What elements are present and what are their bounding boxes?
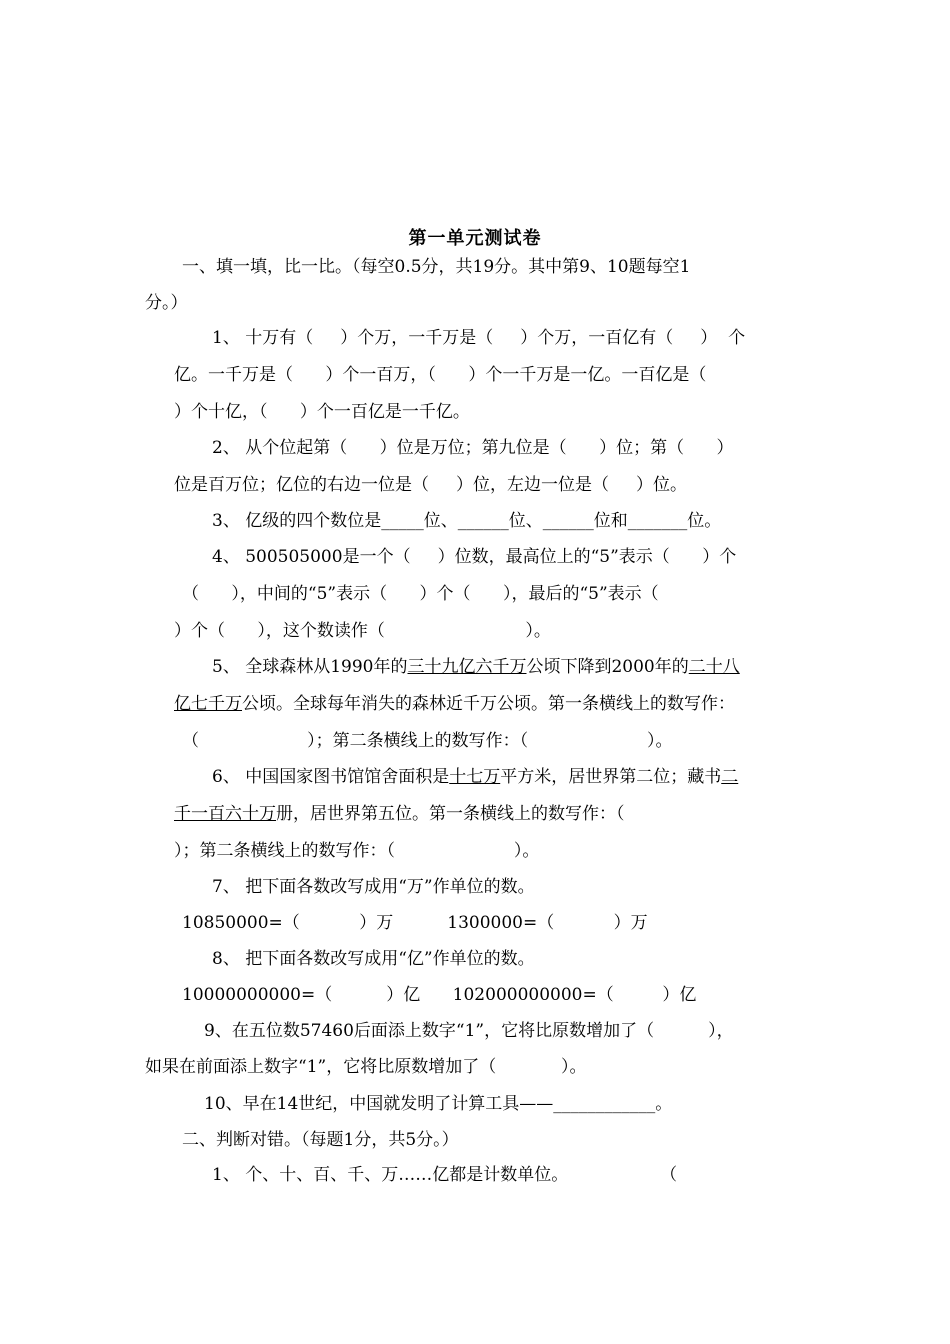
q5-text-a: 5、 全球森林从1990年的 — [212, 657, 408, 677]
q5-text-b: 公顷下降到2000年的 — [526, 657, 689, 677]
q6-text-b: 平方米，居世界第二位；藏书 — [500, 767, 722, 787]
q6-underlined-number-1: 十七万 — [449, 767, 501, 787]
q1-line2: 亿。一千万是（ ）个一百万，（ ）个一千万是一亿。一百亿是（ — [174, 365, 707, 385]
q4-line2: （ ），中间的“5”表示（ ）个（ ），最后的“5”表示（ — [182, 584, 659, 604]
q6-underlined-number-2b: 千一百六十万 — [174, 804, 276, 824]
q10-text-a: 10、早在14世纪，中国就发明了计算工具—— — [204, 1094, 554, 1114]
q6-text-a: 6、 中国国家图书馆馆舍面积是 — [212, 767, 450, 787]
section-one-heading-cont: 分。） — [145, 293, 188, 313]
q1-line3: ）个十亿，（ ）个一百亿是一千亿。 — [174, 402, 470, 422]
q8-line: 8、 把下面各数改写成用“亿”作单位的数。 — [212, 949, 535, 969]
page-title: 第一单元测试卷 — [408, 228, 542, 249]
q5-line1 — [212, 656, 740, 678]
q5-underlined-number-2a: 二十八 — [688, 657, 740, 677]
q5-line3: （ ）；第二条横线上的数写作：（ ）。 — [182, 731, 673, 751]
q8-answers: 10000000000=（ ）亿 102000000000=（ ）亿 — [182, 985, 697, 1005]
q3-line: 3、 亿级的四个数位是_____位、______位、______位和_______位。 — [212, 511, 722, 531]
q5-underlined-number-2b: 亿七千万 — [174, 694, 242, 714]
q5-line2 — [174, 693, 735, 715]
q4-line3: ）个（ ），这个数读作（ ）。 — [174, 621, 551, 641]
q10-line — [204, 1093, 672, 1115]
section-two-heading: 二、判断对错。（每题1分，共5分。） — [182, 1130, 459, 1150]
q6-line1 — [212, 766, 738, 788]
q9-line2: 如果在前面添上数字“1”，它将比原数增加了（ ）。 — [145, 1057, 587, 1077]
q6-text-c: 册，居世界第五位。第一条横线上的数写作：（ — [276, 804, 625, 824]
q5-text-c: 公顷。全球每年消失的森林近千万公顷。第一条横线上的数写作： — [242, 694, 735, 714]
q9-line1: 9、在五位数57460后面添上数字“1”，它将比原数增加了（ ）， — [204, 1021, 734, 1041]
section-one-heading: 一、填一填，比一比。（每空0.5分，共19分。其中第9、10题每空1 — [182, 257, 691, 277]
q10-blank: ____________ — [553, 1094, 656, 1114]
judge-q1-line: 1、 个、十、百、千、万……亿都是计数单位。 （ — [212, 1165, 678, 1185]
q6-line3: ）；第二条横线上的数写作：（ ）。 — [174, 841, 540, 861]
q5-underlined-number-1: 三十九亿六千万 — [407, 657, 527, 677]
q4-line1: 4、 500505000是一个（ ）位数，最高位上的“5”表示（ ）个 — [212, 547, 737, 567]
q10-text-b: 。 — [655, 1094, 673, 1114]
q6-line2 — [174, 803, 625, 825]
q2-line2: 位是百万位；亿位的右边一位是（ ）位，左边一位是（ ）位。 — [174, 475, 688, 495]
q7-line: 7、 把下面各数改写成用“万”作单位的数。 — [212, 877, 535, 897]
q6-underlined-number-2a: 二 — [721, 767, 739, 787]
q7-answers: 10850000=（ ）万 1300000=（ ）万 — [182, 913, 648, 933]
q1-line1: 1、 十万有（ ）个万，一千万是（ ）个万，一百亿有（ ） 个 — [212, 328, 746, 348]
q2-line1: 2、 从个位起第（ ）位是万位；第九位是（ ）位；第（ ） — [212, 438, 734, 458]
